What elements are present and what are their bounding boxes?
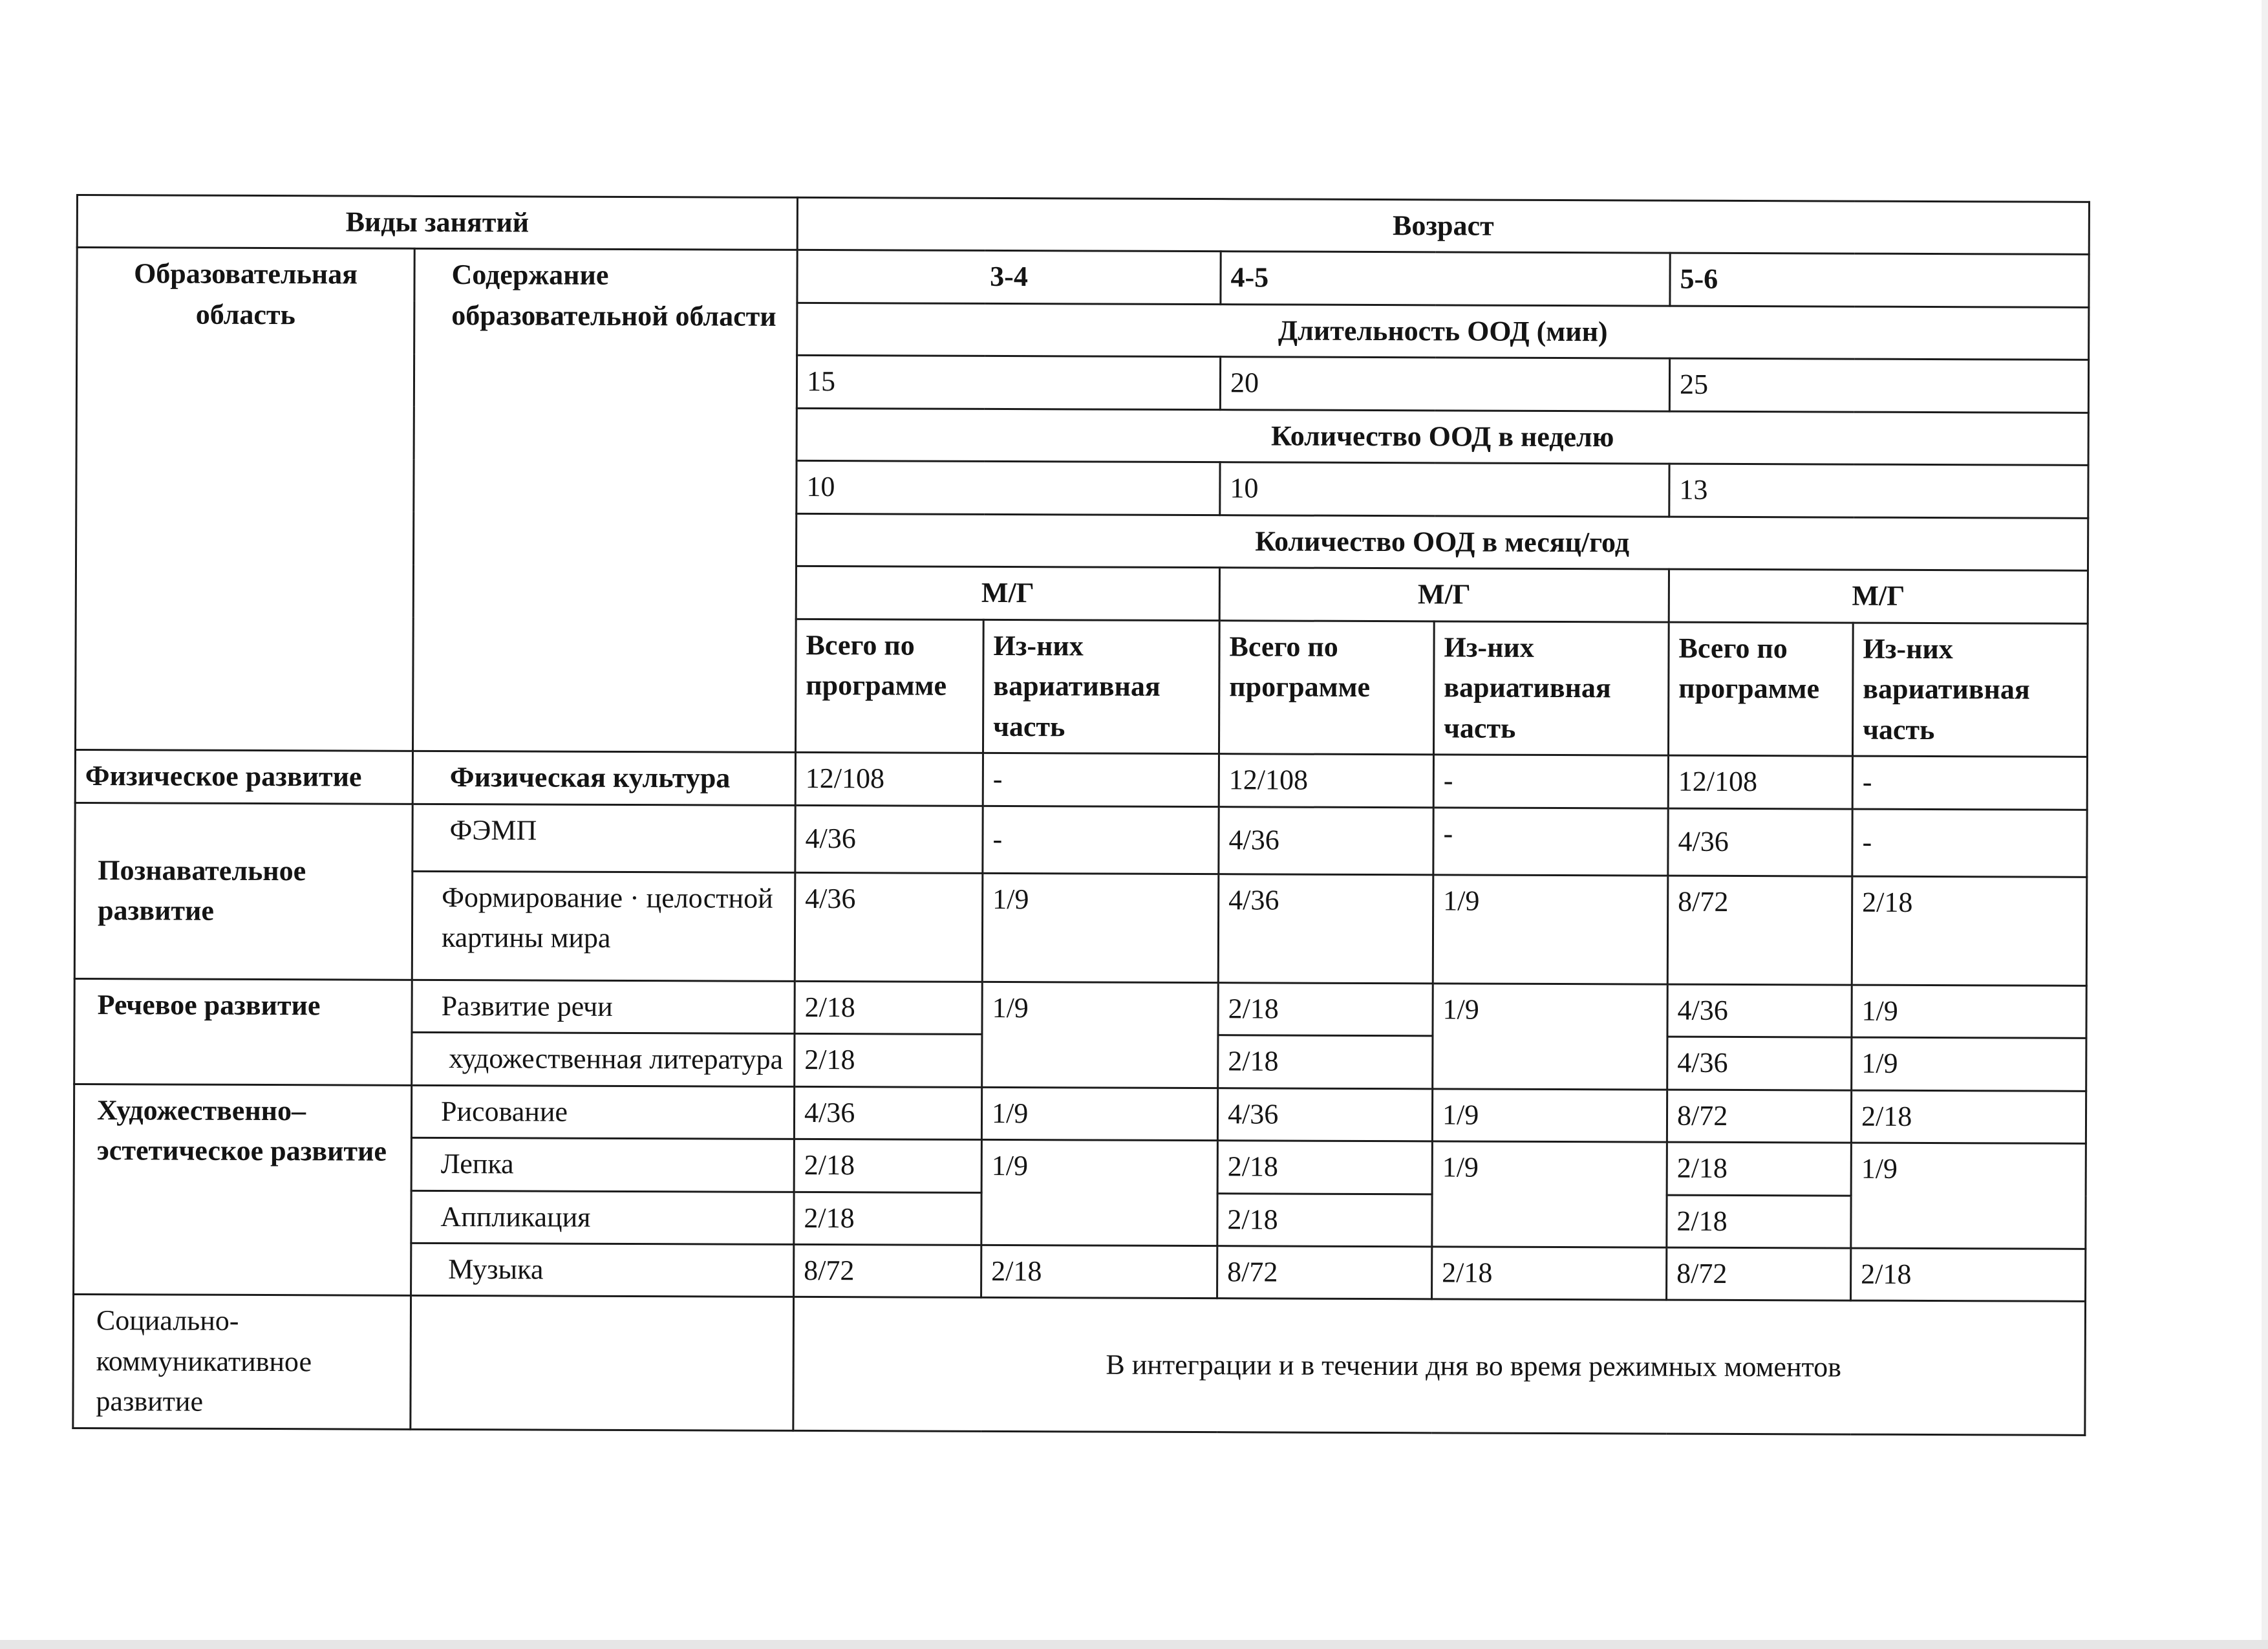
cell: 12/108 xyxy=(1668,755,1852,808)
content-social-empty xyxy=(411,1296,794,1430)
header-row-1 xyxy=(77,195,2089,255)
cell: 1/9 xyxy=(1851,1143,2086,1249)
cell: - xyxy=(1433,807,1668,875)
edu-area-header: Образовательная область xyxy=(75,248,414,751)
cell: - xyxy=(1852,756,2087,810)
total-by-program-4-5: Всего по программе xyxy=(1219,620,1434,755)
cell: 4/36 xyxy=(1219,806,1433,874)
page-bottom-shadow xyxy=(0,1640,2268,1649)
table-row xyxy=(73,1295,2086,1435)
cell: - xyxy=(1852,809,2087,877)
duration-3-4: 15 xyxy=(797,356,1220,410)
area-speech: Речевое развитие xyxy=(74,978,412,1085)
mg-3-4: М/Г xyxy=(796,566,1219,621)
per-week-label: Количество ООД в неделю xyxy=(797,408,2088,465)
total-by-program-5-6: Всего по программе xyxy=(1668,622,1853,756)
table-row xyxy=(74,978,2086,1038)
cell: 1/9 xyxy=(1433,983,1668,1089)
content-fiction: художественная литература xyxy=(412,1032,795,1086)
variable-part-4-5: Из-них вариативная часть xyxy=(1433,621,1669,756)
age-3-4: 3-4 xyxy=(797,250,1221,305)
area-art-aesthetic: Художественно–эстетическое развитие xyxy=(74,1084,412,1296)
duration-label: Длительность ООД (мин) xyxy=(797,303,2089,360)
area-social: Социально-коммуникативное развитие xyxy=(73,1295,411,1429)
cell: 4/36 xyxy=(1668,808,1852,876)
content-world-picture: Формирование · целостной картины мира xyxy=(412,871,795,981)
content-drawing: Рисование xyxy=(411,1085,794,1139)
cell: 1/9 xyxy=(981,1087,1217,1141)
cell: 1/9 xyxy=(1852,1037,2086,1091)
mg-4-5: М/Г xyxy=(1219,568,1669,622)
content-physical-culture: Физическая культура xyxy=(412,751,795,805)
cell: 2/18 xyxy=(1851,1090,2086,1144)
age-5-6: 5-6 xyxy=(1670,253,2089,308)
cell: - xyxy=(1433,755,1668,808)
cell: 2/18 xyxy=(795,981,982,1034)
content-music: Музыка xyxy=(411,1243,794,1297)
cell: 4/36 xyxy=(1667,1037,1852,1090)
curriculum-table xyxy=(72,194,2090,1436)
table-row xyxy=(75,803,2087,877)
cell: 2/18 xyxy=(1667,1195,1851,1248)
variable-part-5-6: Из-них вариативная часть xyxy=(1852,623,2088,757)
cell: 4/36 xyxy=(795,872,983,982)
age-4-5: 4-5 xyxy=(1221,252,1670,306)
content-header: Содержание образовательной области xyxy=(412,249,797,753)
duration-4-5: 20 xyxy=(1220,357,1669,411)
cell: 2/18 xyxy=(1218,982,1433,1036)
cell: 1/9 xyxy=(982,982,1219,1088)
cell: 1/9 xyxy=(981,1139,1218,1245)
cell: 2/18 xyxy=(1432,1247,1667,1300)
cell: 1/9 xyxy=(1432,1141,1667,1247)
cell: 2/18 xyxy=(1852,876,2087,986)
cell: 2/18 xyxy=(981,1245,1217,1299)
header-row-2 xyxy=(77,248,2089,307)
per-week-4-5: 10 xyxy=(1220,462,1669,517)
social-integration-note: В интеграции и в течении дня во время режимных моментов xyxy=(793,1297,2086,1435)
table-row xyxy=(75,750,2087,810)
area-cognitive: Познавательное развитие xyxy=(74,803,412,980)
cell: 2/18 xyxy=(1217,1141,1432,1194)
document-sheet xyxy=(72,194,2088,1436)
cell: 4/36 xyxy=(1217,1088,1432,1141)
cell: - xyxy=(983,806,1219,874)
cell: 1/9 xyxy=(1433,874,1668,984)
mg-5-6: М/Г xyxy=(1669,569,2088,623)
cell: 2/18 xyxy=(1667,1142,1851,1195)
cell: 12/108 xyxy=(1219,754,1433,808)
cell: 4/36 xyxy=(794,1086,981,1139)
cell: 4/36 xyxy=(1667,984,1852,1037)
per-week-3-4: 10 xyxy=(797,461,1220,515)
cell: 2/18 xyxy=(1851,1248,2086,1302)
area-physical: Физическое развитие xyxy=(75,750,412,804)
age-header: Возраст xyxy=(797,197,2089,254)
cell: 2/18 xyxy=(1217,1193,1432,1247)
variable-part-3-4: Из-них вариативная часть xyxy=(983,620,1219,754)
cell: 12/108 xyxy=(795,753,983,806)
table-row xyxy=(74,1084,2086,1143)
page-right-edge xyxy=(2262,0,2268,1649)
cell: 4/36 xyxy=(795,805,983,873)
activity-types-header: Виды занятий xyxy=(77,195,797,250)
content-modeling: Лепка xyxy=(411,1137,794,1192)
cell: 1/9 xyxy=(1852,985,2086,1039)
content-speech-development: Развитие речи xyxy=(412,980,795,1034)
cell: 8/72 xyxy=(1667,876,1852,985)
cell: 4/36 xyxy=(1218,874,1433,983)
cell: 1/9 xyxy=(1432,1088,1667,1142)
cell: 2/18 xyxy=(794,1192,981,1245)
per-week-5-6: 13 xyxy=(1669,464,2088,518)
cell: 8/72 xyxy=(1217,1246,1432,1300)
cell: 8/72 xyxy=(794,1244,981,1297)
cell: 2/18 xyxy=(1218,1035,1433,1089)
cell: - xyxy=(983,753,1219,807)
cell: 1/9 xyxy=(982,873,1219,982)
per-month-label: Количество ООД в месяц/год xyxy=(796,513,2088,570)
cell: 8/72 xyxy=(1667,1090,1851,1143)
content-applique: Аппликация xyxy=(411,1191,794,1245)
content-femp: ФЭМП xyxy=(412,804,795,872)
cell: 8/72 xyxy=(1667,1247,1851,1300)
cell: 2/18 xyxy=(794,1139,981,1192)
total-by-program-3-4: Всего по программе xyxy=(795,619,983,753)
cell: 2/18 xyxy=(795,1033,982,1086)
duration-5-6: 25 xyxy=(1669,359,2088,413)
